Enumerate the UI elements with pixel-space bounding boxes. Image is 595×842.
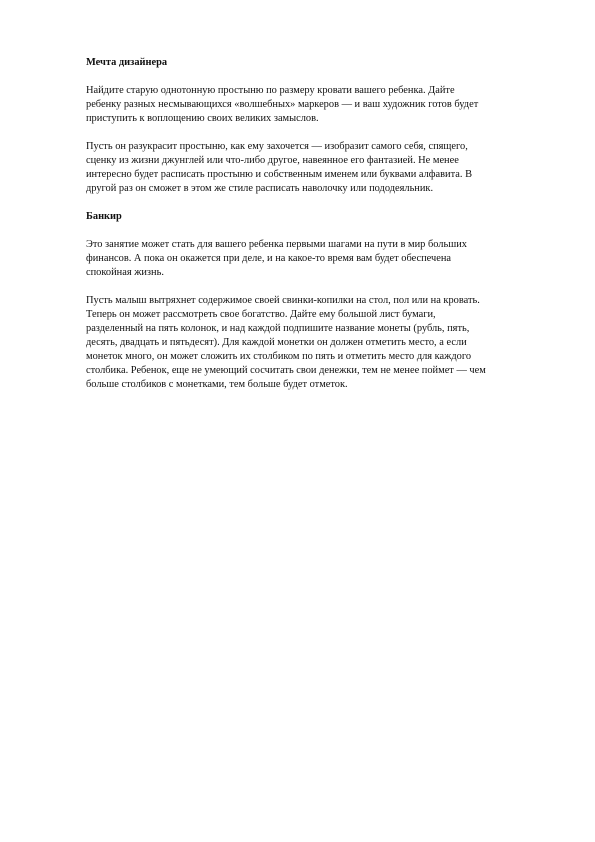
paragraph	[86, 294, 546, 392]
text-line: приступить к воплощению своих великих замыслов.	[86, 113, 319, 124]
text-line: Пусть он разукрасит простыню, как ему захочется — изобразит самого себя, спящего,	[86, 141, 468, 152]
paragraph	[86, 238, 546, 280]
paragraph	[86, 84, 546, 126]
text-line: сценку из жизни джунглей или что-либо другое, навеянное его фантазией. Не менее	[86, 155, 459, 166]
text-line: ребенку разных несмывающихся «волшебных» маркеров — и ваш художник готов будет	[86, 99, 479, 110]
section-heading: Мечта дизайнера	[86, 57, 168, 68]
text-line: Теперь он может рассмотреть свое богатство. Дайте ему большой лист бумаги,	[86, 309, 436, 320]
text-line: монеток много, он может сложить их столбиком по пять и отметить место для каждого	[86, 351, 472, 362]
text-line: столбика. Ребенок, еще не умеющий сосчитать свои денежки, тем не менее поймет — чем	[86, 365, 486, 376]
text-line: Пусть малыш вытряхнет содержимое своей свинки-копилки на стол, пол или на кровать.	[86, 295, 480, 306]
text-line: Это занятие может стать для вашего ребенка первыми шагами на пути в мир больших	[86, 239, 467, 250]
text-line: Найдите старую однотонную простыню по размеру кровати вашего ребенка. Дайте	[86, 85, 455, 96]
text-line: финансов. А пока он окажется при деле, и на какое-то время вам будет обеспечена	[86, 253, 452, 264]
text-line: спокойная жизнь.	[86, 267, 164, 278]
paragraph	[86, 140, 546, 196]
document-body	[86, 56, 546, 406]
section-heading: Банкир	[86, 211, 122, 222]
text-line: другой раз он сможет в этом же стиле расписать наволочку или пододеяльник.	[86, 183, 434, 194]
text-line: интересно будет расписать простыню и собственным именем или буквами алфавита. В	[86, 169, 473, 180]
text-line: разделенный на пять колонок, и над каждой подпишите название монеты (рубль, пять,	[86, 323, 470, 334]
text-line: больше столбиков с монетками, тем больше будет отметок.	[86, 379, 348, 390]
text-line: десять, двадцать и пятьдесят). Для каждой монетки он должен отметить место, а если	[86, 337, 467, 348]
